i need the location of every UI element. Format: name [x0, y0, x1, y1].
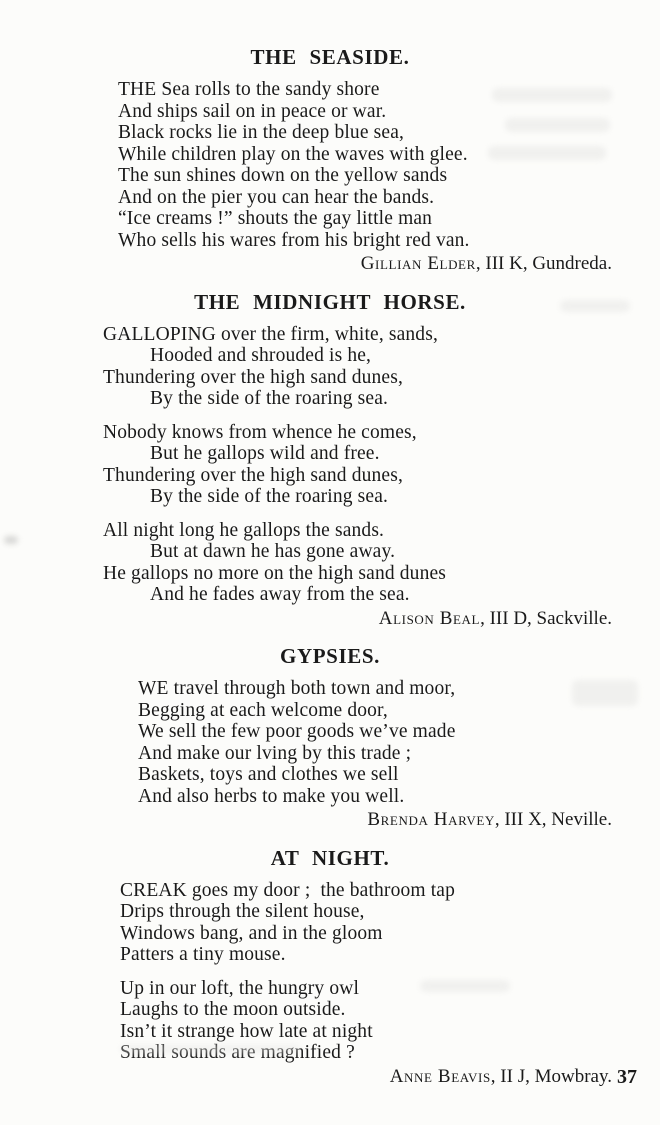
poem-line: Patters a tiny mouse.: [120, 944, 286, 965]
poem-attribution: [0, 253, 660, 275]
poem-line: And on the pier you can hear the bands.: [118, 186, 435, 208]
author-name: Brenda Harvey: [367, 809, 495, 830]
poem-line: But he gallops wild and free.: [150, 443, 380, 464]
poem-line: All night long he gallops the sands.: [103, 519, 385, 541]
poem-line: By the side of the roaring sea.: [150, 388, 389, 409]
poem-line: Thundering over the high sand dunes,: [103, 366, 404, 388]
poem-line: CREAK goes my door ; the bathroom tap: [120, 879, 455, 901]
poem-title: THE MIDNIGHT HORSE.: [194, 289, 466, 314]
author-name: Alison Beal: [378, 607, 481, 629]
poem-line: And make our lving by this trade ;: [138, 742, 412, 764]
poem-title: AT NIGHT.: [270, 845, 390, 870]
page-number: 37: [617, 1066, 637, 1088]
poem-line: Black rocks lie in the deep blue sea,: [118, 122, 405, 143]
poem-title: THE SEASIDE.: [250, 45, 410, 69]
poem-the-seaside: [0, 46, 660, 275]
stanza: [0, 324, 660, 410]
stanza: [0, 79, 660, 251]
poem-title: GYPSIES.: [280, 644, 380, 668]
poem-line: Hooded and shrouded is he,: [150, 345, 372, 366]
poem-line: GALLOPING over the firm, white, sands,: [103, 323, 438, 345]
poem-line: Up in our loft, the hungry owl: [120, 977, 360, 999]
stanza: [0, 520, 660, 606]
poem-line: He gallops no more on the high sand dunes: [103, 562, 447, 584]
poem-line: Small sounds are magnified ?: [120, 1042, 355, 1063]
poem-the-midnight-horse: [0, 291, 660, 630]
poem-line: By the side of the roaring sea.: [150, 486, 389, 507]
author-form-house: , III D, Sackville.: [480, 607, 612, 629]
poem-attribution: [0, 809, 660, 831]
poem-at-night: [0, 847, 660, 1088]
poem-line: And also herbs to make you well.: [138, 785, 405, 807]
author-form-house: , III X, Neville.: [494, 809, 612, 830]
poem-line: “Ice creams !” shouts the gay little man: [118, 208, 433, 229]
poem-line: Nobody knows from whence he comes,: [103, 421, 417, 443]
poem-line: We sell the few poor goods we’ve made: [138, 721, 456, 742]
author-form-house: , II J, Mowbray.: [490, 1065, 612, 1087]
poem-line: But at dawn he has gone away.: [150, 541, 396, 562]
author-name: Anne Beavis: [389, 1065, 491, 1087]
poem-line: Who sells his wares from his bright red van.: [118, 229, 470, 251]
poem-gypsies: [0, 645, 660, 831]
poem-line: WE travel through both town and moor,: [138, 678, 456, 699]
poem-attribution: [0, 608, 660, 630]
author-form-house: , III K, Gundreda.: [475, 253, 612, 274]
poem-line: Drips through the silent house,: [120, 901, 365, 922]
poem-line: Laughs to the moon outside.: [120, 999, 346, 1020]
poem-line: Thundering over the high sand dunes,: [103, 464, 404, 486]
poem-line: The sun shines down on the yellow sands: [118, 165, 448, 186]
poem-line: THE Sea rolls to the sandy shore: [118, 79, 380, 100]
stanza: [0, 678, 660, 807]
stanza: [0, 880, 660, 966]
stanza: [0, 978, 660, 1064]
stanza: [0, 422, 660, 508]
poem-line: While children play on the waves with glee.: [118, 143, 468, 165]
poem-line: Begging at each welcome door,: [138, 699, 388, 721]
poem-attribution: [0, 1066, 660, 1088]
poem-line: And ships sail on in peace or war.: [118, 100, 387, 122]
poem-line: And he fades away from the sea.: [150, 584, 410, 605]
author-name: Gillian Elder: [360, 253, 476, 274]
poem-line: Baskets, toys and clothes we sell: [138, 764, 399, 785]
poem-line: Windows bang, and in the gloom: [120, 922, 383, 944]
poem-line: Isn’t it strange how late at night: [120, 1020, 373, 1042]
